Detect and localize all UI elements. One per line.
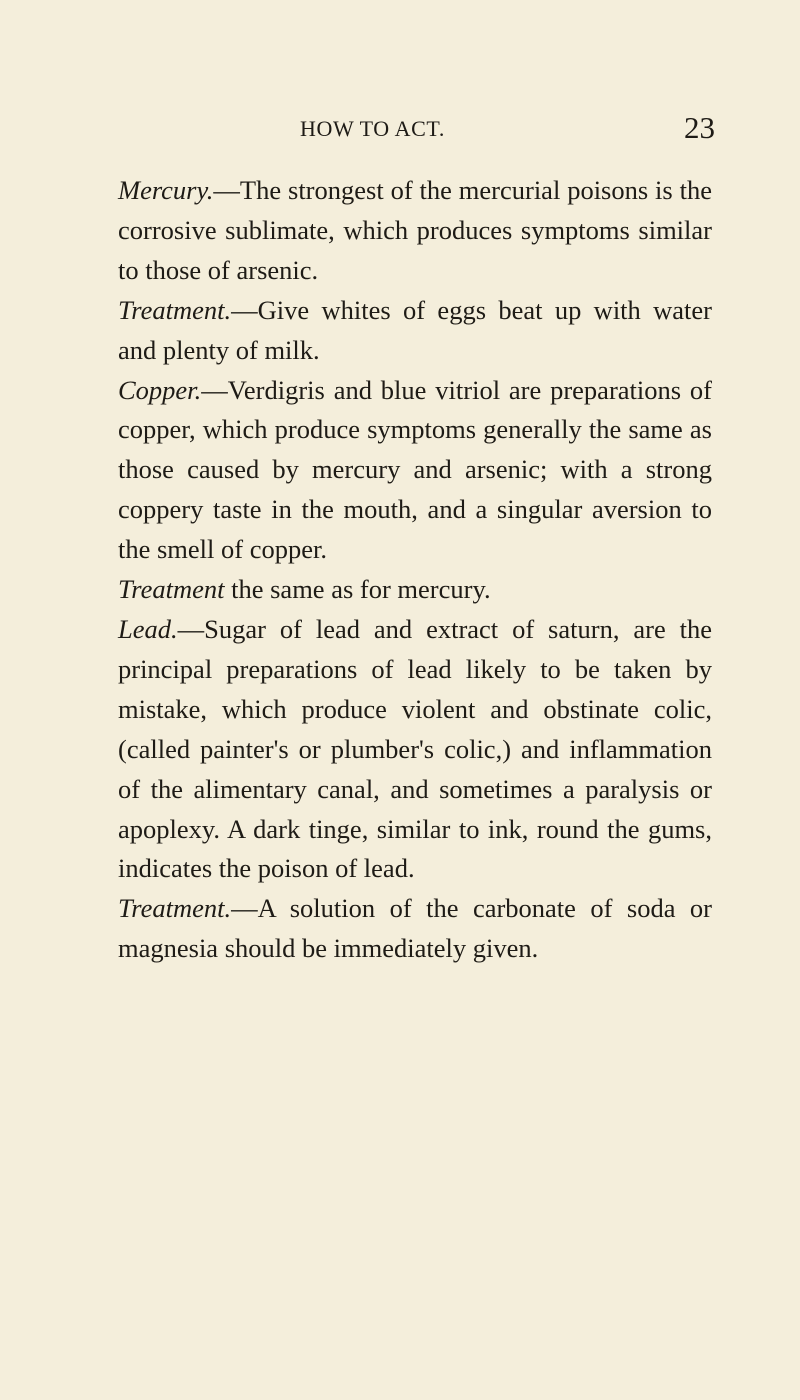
text-copper: —Verdigris and blue vitriol are preparations of copper, which produce symptoms generally the same as those caused by mercury and arsenic; with a strong coppery taste in the mouth, and a singular aversion to the smell of copper. [118, 374, 712, 565]
paragraph-mercury [118, 171, 712, 291]
term-copper-treatment: Treatment [118, 574, 225, 605]
running-title: HOW TO ACT. [300, 116, 445, 141]
paragraph-copper-treatment [118, 570, 712, 610]
term-mercury: Mercury. [118, 175, 214, 205]
paragraph-lead-treatment [118, 889, 712, 969]
term-mercury-treatment: Treatment. [118, 294, 232, 325]
text-mercury: —The strongest of the mercurial poisons is the corrosive sublimate, which produces symptoms similar to those of arsenic. [118, 175, 712, 285]
paragraph-lead [118, 610, 712, 889]
paragraph-copper [118, 371, 712, 571]
page-number: 23 [684, 110, 715, 145]
running-head [0, 110, 800, 146]
term-copper: Copper. [118, 374, 202, 405]
text-lead: —Sugar of lead and extract of saturn, are the principal preparations of lead likely to be taken by mistake, which produce violent and obstinate colic, (called painter's or plumber's colic,) and inflammation of the alimentary canal, and sometimes a paralysis or apoplexy. A dark tinge, similar to ink, round the gums, indicates the poison of lead. [118, 613, 712, 884]
page-body [118, 171, 712, 969]
term-lead: Lead. [118, 613, 178, 644]
text-lead-treatment: —A solution of the carbonate of soda or magnesia should be immediately given. [118, 893, 712, 964]
text-mercury-treatment: —Give whites of eggs beat up with water and plenty of milk. [118, 294, 712, 365]
text-copper-treatment: the same as for mercury. [224, 574, 491, 605]
term-lead-treatment: Treatment. [118, 893, 232, 924]
paragraph-mercury-treatment [118, 291, 712, 371]
